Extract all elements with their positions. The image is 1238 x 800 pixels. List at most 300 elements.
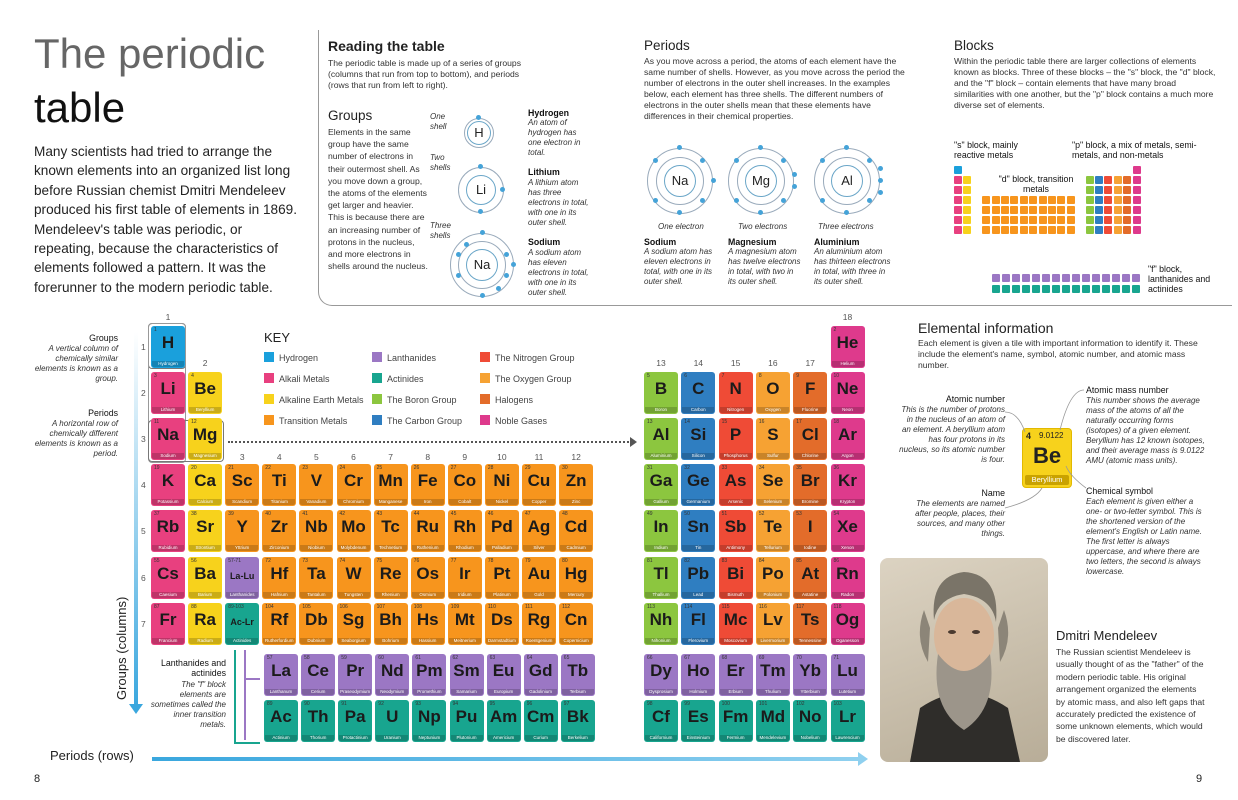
element-name: Tennessine xyxy=(794,638,826,644)
s-block-cell xyxy=(954,206,962,214)
element-symbol: Pa xyxy=(344,707,366,726)
key-item xyxy=(372,415,462,426)
element-tile-rb xyxy=(151,510,185,552)
f-block-cell xyxy=(1102,274,1110,282)
element-name: Chromium xyxy=(338,499,370,505)
element-name: Barium xyxy=(189,592,221,598)
atomic-number: 66 xyxy=(647,655,653,661)
atomic-number: 49 xyxy=(647,511,653,518)
element-tile-cs xyxy=(151,557,185,599)
element-name: Sodium xyxy=(152,453,184,459)
p-block-cell xyxy=(1104,176,1112,184)
p-block-cell xyxy=(1133,206,1141,214)
group-number: 14 xyxy=(693,358,704,368)
element-symbol: Si xyxy=(690,425,707,445)
p-block-cell xyxy=(1104,206,1112,214)
atomic-number: 6 xyxy=(684,373,688,380)
period-number: 5 xyxy=(141,526,146,537)
f-block-label: "f" block, lanthanides and actinides xyxy=(1148,264,1211,294)
element-symbol: Gd xyxy=(528,661,553,680)
element-tile-br xyxy=(793,464,827,506)
element-symbol: Be xyxy=(194,379,216,399)
element-symbol: Og xyxy=(835,609,860,629)
atomic-number: 22 xyxy=(265,465,271,472)
p-block-cell xyxy=(1095,196,1103,204)
blocks-heading: Blocks xyxy=(954,38,994,53)
d-block-cell xyxy=(1010,216,1018,224)
s-block-cell xyxy=(963,206,971,214)
p-block-cell xyxy=(1086,216,1094,224)
element-name: Xenon xyxy=(832,545,864,551)
element-name: Palladium xyxy=(486,545,518,551)
d-block-cell xyxy=(1039,216,1047,224)
atomic-number: 28 xyxy=(487,465,494,472)
element-name: Platinum xyxy=(486,592,518,598)
atomic-number: 112 xyxy=(562,603,571,610)
s-block-cell xyxy=(963,216,971,224)
element-name: Nobelium xyxy=(794,735,826,741)
element-symbol: Lu xyxy=(837,661,858,680)
f-block-cell xyxy=(1092,285,1100,293)
key-item xyxy=(372,373,424,384)
atomic-number: 98 xyxy=(647,701,653,707)
element-name: Hassium xyxy=(412,638,444,644)
p-block-cell xyxy=(1133,176,1141,184)
atomic-number: 83 xyxy=(721,557,728,564)
p-block-cell xyxy=(1095,186,1103,194)
element-name: Sulfur xyxy=(757,453,789,459)
p-block-cell xyxy=(1095,226,1103,234)
element-symbol: Ir xyxy=(459,563,471,583)
group-number: 11 xyxy=(534,452,544,462)
lanth-connector-line xyxy=(244,650,246,740)
element-tile-o xyxy=(756,372,790,414)
atomic-number: 36 xyxy=(833,465,840,472)
atomic-number: 101 xyxy=(758,701,768,707)
mass-text: This number shows the average mass of the atoms of all the naturally occurring forms (isotopes) of a given element. Beryllium has 12 known isotopes, and their average mass is 9.0122 AMU (atomic mass units). xyxy=(1086,396,1205,465)
atomic-number: 79 xyxy=(525,557,531,564)
atomic-number: 27 xyxy=(450,465,457,472)
element-name: Seaborgium xyxy=(338,638,370,644)
atomic-number: 82 xyxy=(684,557,690,564)
atomic-number: 54 xyxy=(833,511,840,518)
f-block-cell xyxy=(1002,285,1010,293)
d-block-cell xyxy=(1001,206,1009,214)
element-name: Roentgenium xyxy=(523,638,555,644)
element-tile-nh xyxy=(644,603,678,645)
element-tile-bi xyxy=(719,557,753,599)
f-block-cell xyxy=(1052,285,1060,293)
element-symbol: Nd xyxy=(380,661,404,680)
element-tile-v xyxy=(299,464,333,506)
f-block-cell xyxy=(1132,274,1140,282)
p-block-cell xyxy=(1123,216,1131,224)
period-sodium-name: Sodium xyxy=(644,237,677,247)
element-tile-p xyxy=(719,418,753,460)
s-block-cell xyxy=(954,166,962,174)
atomic-number: 58 xyxy=(304,655,310,661)
element-symbol: Ta xyxy=(307,563,326,583)
f-block-cell xyxy=(1122,274,1130,282)
element-name: Holmium xyxy=(682,689,714,695)
element-name: Titanium xyxy=(263,499,295,505)
element-name: Darmstadtium xyxy=(487,637,516,643)
atomic-number: 52 xyxy=(758,511,765,518)
element-tile-re xyxy=(374,557,408,599)
element-name: Californium xyxy=(645,735,677,741)
atomic-number: 103 xyxy=(833,701,842,707)
atomic-number: 84 xyxy=(758,557,765,564)
element-symbol: Rf xyxy=(270,609,289,629)
name-text: The elements are named after people, places, their sources, and many other things. xyxy=(915,499,1005,538)
element-symbol: Cu xyxy=(527,471,551,491)
element-symbol: Cm xyxy=(526,707,555,726)
d-block-cell xyxy=(1020,206,1028,214)
element-name: Aluminium xyxy=(645,453,677,459)
element-tile-np xyxy=(412,700,446,742)
f-block-cell xyxy=(1122,285,1130,293)
actin-connector-branch xyxy=(234,742,260,744)
periods-axis-label: Periods (rows) xyxy=(50,748,134,763)
element-name: Technetium xyxy=(375,545,407,551)
element-symbol: He xyxy=(836,333,859,352)
lanth-text: The "f" block elements are sometimes called the inner transition metals. xyxy=(150,680,226,729)
element-name: Cerium xyxy=(302,689,334,695)
element-symbol: Bh xyxy=(379,609,402,629)
atomic-number: 74 xyxy=(339,557,346,564)
element-name: Germanium xyxy=(682,499,714,505)
element-symbol: Kr xyxy=(838,471,857,491)
element-name: Protactinium xyxy=(339,735,371,741)
atomic-number: 64 xyxy=(526,655,533,661)
atomic-number: 111 xyxy=(525,603,533,610)
element-symbol: H xyxy=(161,333,175,352)
atomic-number: 14 xyxy=(684,419,690,426)
element-tile-tm xyxy=(756,654,790,696)
side-periods-text: A horizontal row of chemically different elements is known as a period. xyxy=(34,419,118,458)
lanth-connector-branch xyxy=(244,678,260,680)
element-name: Lawrencium xyxy=(832,735,864,741)
element-symbol: Mn xyxy=(378,471,403,491)
element-name: Curium xyxy=(525,735,557,741)
element-tile-si xyxy=(681,418,715,460)
element-name: Oxygen xyxy=(757,407,789,413)
element-tile-ce xyxy=(301,654,335,696)
key-label: Alkali Metals xyxy=(279,374,330,384)
element-tile-ni xyxy=(485,464,519,506)
element-symbol: Sg xyxy=(342,609,365,629)
element-symbol: Hs xyxy=(416,609,439,629)
element-name: Beryllium xyxy=(189,407,221,413)
element-name: Nickel xyxy=(486,499,518,505)
group-number: 9 xyxy=(462,452,468,462)
element-name: Berkelium xyxy=(562,735,594,741)
d-block-cell xyxy=(1039,196,1047,204)
atomic-number: 100 xyxy=(721,701,730,707)
element-symbol: Xe xyxy=(837,517,858,537)
element-symbol: Ru xyxy=(416,517,440,537)
d-block-cell xyxy=(1029,226,1037,234)
element-name: Neodymium xyxy=(376,689,408,695)
key-label: The Oxygen Group xyxy=(495,374,572,384)
group-number: 18 xyxy=(842,312,853,322)
element-tile-zr xyxy=(262,510,296,552)
element-name: Manganese xyxy=(375,499,407,505)
atomic-number: 89 xyxy=(267,701,273,707)
periods-text: As you move across a period, the atoms of each element have the same number of shells. However, as you move across the period the number of electrons in the outer shell increases. In the examples below, each element has three shells. The different numbers of electrons in the outer shells mean that these elements have differences in their chemical properties. xyxy=(644,56,905,121)
mendeleev-heading: Dmitri Mendeleev xyxy=(1056,628,1158,643)
atomic-number: 4 xyxy=(191,373,194,380)
key-heading: KEY xyxy=(264,330,291,345)
atomic-number: 9 xyxy=(796,373,799,380)
element-tile-fl xyxy=(681,603,715,645)
element-name: Krypton xyxy=(832,499,864,505)
atomic-number: 60 xyxy=(378,655,384,661)
element-symbol: Ti xyxy=(271,471,287,491)
element-symbol: Au xyxy=(527,563,551,583)
element-tile-ne xyxy=(831,372,865,414)
period-number: 4 xyxy=(141,480,146,491)
sample-symbol: Be xyxy=(1032,443,1062,468)
atomic-number: 108 xyxy=(413,603,423,610)
element-symbol: Cf xyxy=(652,707,670,726)
key-swatch xyxy=(480,415,490,425)
element-name: Radon xyxy=(832,592,864,598)
element-tile-w xyxy=(337,557,371,599)
atomic-number: 59 xyxy=(341,655,347,661)
periods-heading: Periods xyxy=(644,38,690,53)
d-block-cell xyxy=(1010,196,1018,204)
element-name: Gold xyxy=(523,592,555,598)
group-number: 5 xyxy=(314,452,319,462)
atomic-number: 47 xyxy=(525,511,531,518)
element-tile-fe xyxy=(411,464,445,506)
element-name: Actinides xyxy=(226,638,258,644)
element-symbol: Am xyxy=(489,707,518,726)
f-block-cell xyxy=(1082,274,1090,282)
info-text: Each element is given a tile with important information to identify it. These include the element's name, symbol, atomic number, and atomic mass number. xyxy=(918,338,1198,370)
atomic-number: 67 xyxy=(684,655,690,661)
atomic-number: 68 xyxy=(721,655,728,661)
element-tile-co xyxy=(448,464,482,506)
key-swatch xyxy=(264,415,274,425)
element-name: Antimony xyxy=(720,545,752,551)
f-block-cell xyxy=(992,285,1000,293)
p-block-cell xyxy=(1114,176,1122,184)
f-block-cell xyxy=(1012,274,1020,282)
atomic-number: 30 xyxy=(562,465,568,472)
element-name: Samarium xyxy=(451,689,483,695)
element-tile-n xyxy=(719,372,753,414)
key-label: Actinides xyxy=(387,374,424,384)
atomic-number-text: This is the number of protons in the nucleus of an atom of an element. A beryllium atom has four protons in its nucleus, so its atomic number is four. xyxy=(899,405,1005,464)
key-item xyxy=(372,394,457,405)
element-symbol: S xyxy=(767,425,779,445)
element-symbol: Fl xyxy=(690,609,706,629)
d-block-cell xyxy=(992,196,1000,204)
reading-text: The periodic table is made up of a series of groups (columns that run from top to bottom), and periods (rows that run from left to right). xyxy=(328,58,521,90)
element-symbol: V xyxy=(310,471,323,491)
d-block-cell xyxy=(1067,216,1075,224)
element-symbol: K xyxy=(161,471,175,491)
f-block-cell xyxy=(1112,274,1120,282)
element-symbol: Ni xyxy=(493,471,511,491)
actin-connector-line xyxy=(234,650,236,744)
element-tile-sm xyxy=(450,654,484,696)
d-block-cell xyxy=(1020,216,1028,224)
element-name: Nihonium xyxy=(645,638,677,644)
d-block-cell xyxy=(1039,226,1047,234)
f-block-cell xyxy=(1102,285,1110,293)
atomic-number: 116 xyxy=(758,603,767,610)
atomic-number: 18 xyxy=(833,419,840,426)
element-symbol: N xyxy=(729,379,742,399)
atomic-number: 75 xyxy=(376,557,383,564)
atomic-number: 5 xyxy=(647,373,650,380)
element-symbol: Eu xyxy=(492,661,515,680)
f-block-cell xyxy=(992,274,1000,282)
element-tile-mg xyxy=(188,418,222,460)
groups-axis-arrowhead xyxy=(129,704,143,714)
element-symbol: O xyxy=(766,379,780,399)
page-number-left: 8 xyxy=(34,773,41,785)
three-electrons-caption: Three electrons xyxy=(818,222,874,231)
d-block-cell xyxy=(1067,226,1075,234)
element-symbol: Tm xyxy=(760,661,786,680)
atomic-number: 88 xyxy=(191,603,197,610)
element-tile-ar xyxy=(831,418,865,460)
element-symbol: Pr xyxy=(346,661,365,680)
key-swatch xyxy=(372,415,382,425)
element-tile-gd xyxy=(524,654,558,696)
atomic-number: 105 xyxy=(302,603,311,610)
side-groups-text: A vertical column of chemically similar elements is known as a group. xyxy=(34,344,118,383)
element-symbol: Te xyxy=(763,517,783,537)
element-tile-pb xyxy=(681,557,715,599)
d-block-cell xyxy=(1048,216,1056,224)
mendeleev-text: The Russian scientist Mendeleev is usually thought of as the "father" of the modern periodic table. His original arrangement organized the elements by atomic mass, and also left gaps that accurately predicted the existence of some unknown elements, which would be discovered later. xyxy=(1056,647,1205,744)
element-name: Rhenium xyxy=(375,592,407,598)
element-name: Rutherfordium xyxy=(265,637,294,643)
atomic-number: 45 xyxy=(450,511,457,518)
d-block-cell xyxy=(1057,216,1065,224)
element-symbol: Hf xyxy=(270,563,289,583)
element-tile-os xyxy=(411,557,445,599)
d-block-cell xyxy=(1001,226,1009,234)
period-aluminium-text: An aluminium atom has thirteen electrons in total, with three in its outer shell. xyxy=(814,247,891,286)
period-number: 7 xyxy=(141,618,146,629)
atomic-number: 99 xyxy=(684,701,690,707)
element-tile-dy xyxy=(644,654,678,696)
element-symbol: Na xyxy=(157,425,179,445)
atomic-number: 2 xyxy=(833,327,837,333)
element-name: Osmium xyxy=(412,592,444,598)
key-item xyxy=(264,373,330,384)
atomic-number: 1 xyxy=(154,327,157,333)
element-tile-ta xyxy=(299,557,333,599)
element-symbol: Nh xyxy=(649,609,673,629)
atomic-number: 3 xyxy=(154,373,157,380)
group-number: 4 xyxy=(276,452,282,462)
element-tile-tl xyxy=(644,557,678,599)
group-number: 3 xyxy=(239,452,245,462)
page-title-line1: The periodic xyxy=(34,30,266,77)
element-symbol: Sr xyxy=(196,517,215,537)
element-name: Thulium xyxy=(757,689,789,695)
d-block-cell xyxy=(1029,216,1037,224)
element-tile-pa xyxy=(338,700,372,742)
element-name: Oganesson xyxy=(832,638,864,644)
element-symbol: I xyxy=(807,517,813,537)
element-tile-as xyxy=(719,464,753,506)
intro-text: Many scientists had tried to arrange the known elements into an organized list long before Russian chemist Dmitri Mendeleev produced his first table of elements in 1869. Mendeleev's table was periodic, or repeating, because the characteristics of elements followed a pattern. It was the forerunner to the modern periodic table. xyxy=(34,144,297,295)
element-symbol: As xyxy=(724,471,747,491)
element-symbol: Th xyxy=(307,707,329,726)
p-block-cell xyxy=(1123,176,1131,184)
element-tile-hf xyxy=(262,557,296,599)
groups-text: Elements in the same group have the same number of electrons in their outermost shell. As you move down a group, the atoms of the elements get larger and heavier. This is because there are an increasing number of protons in the nucleus, and more electrons in shells around the nucleus. xyxy=(328,127,428,272)
portrait-illustration xyxy=(880,558,1048,762)
periods-axis-arrow xyxy=(152,757,860,761)
element-tile-ca xyxy=(188,464,222,506)
element-name: Arsenic xyxy=(720,499,752,505)
element-tile-es xyxy=(681,700,715,742)
d-block-cell xyxy=(992,226,1000,234)
s-block-cell xyxy=(954,186,962,194)
key-item xyxy=(480,352,575,363)
atomic-number: 110 xyxy=(487,603,496,610)
d-block-cell xyxy=(1048,206,1056,214)
atomic-number: 118 xyxy=(833,603,842,610)
atomic-number: 87 xyxy=(154,603,160,610)
element-symbol: Fr xyxy=(159,609,177,629)
element-name: Scandium xyxy=(226,499,258,505)
s-block-cell xyxy=(954,196,962,204)
atomic-number: 94 xyxy=(452,701,459,707)
element-symbol: Sm xyxy=(453,661,480,680)
groups-axis-arrow xyxy=(134,332,138,708)
s-block-cell xyxy=(963,196,971,204)
element-name: Livermorium xyxy=(757,638,789,644)
group-number: 17 xyxy=(805,358,815,368)
key-swatch xyxy=(480,352,490,362)
key-swatch xyxy=(372,394,382,404)
atomic-number: 71 xyxy=(833,655,840,661)
element-tile-rh xyxy=(448,510,482,552)
element-name: Carbon xyxy=(682,407,714,413)
element-tile-se xyxy=(756,464,790,506)
element-tile-sn xyxy=(681,510,715,552)
element-symbol: Hg xyxy=(564,563,588,583)
period-magnesium-text: A magnesium atom has twelve electrons in total, with two in its outer shell. xyxy=(728,247,801,286)
element-symbol: Mc xyxy=(723,609,748,629)
element-tile-lr xyxy=(831,700,865,742)
element-name: Cadmium xyxy=(560,545,592,551)
element-tile-mt xyxy=(448,603,482,645)
p-block-label: "p" block, a mix of metals, semi-metals, and non-metals xyxy=(1072,140,1197,160)
hydrogen-name: Hydrogen xyxy=(528,108,570,118)
element-tile-bk xyxy=(561,700,595,742)
element-name: Praseodymium xyxy=(340,689,371,694)
p-block-cell xyxy=(1114,196,1122,204)
element-symbol: Nb xyxy=(305,517,328,537)
element-tile-db xyxy=(299,603,333,645)
atomic-number: 106 xyxy=(339,603,348,610)
element-name: Helium xyxy=(832,361,864,367)
f-block-cell xyxy=(1052,274,1060,282)
element-tile-zn xyxy=(559,464,593,506)
group-number: 16 xyxy=(768,358,778,368)
